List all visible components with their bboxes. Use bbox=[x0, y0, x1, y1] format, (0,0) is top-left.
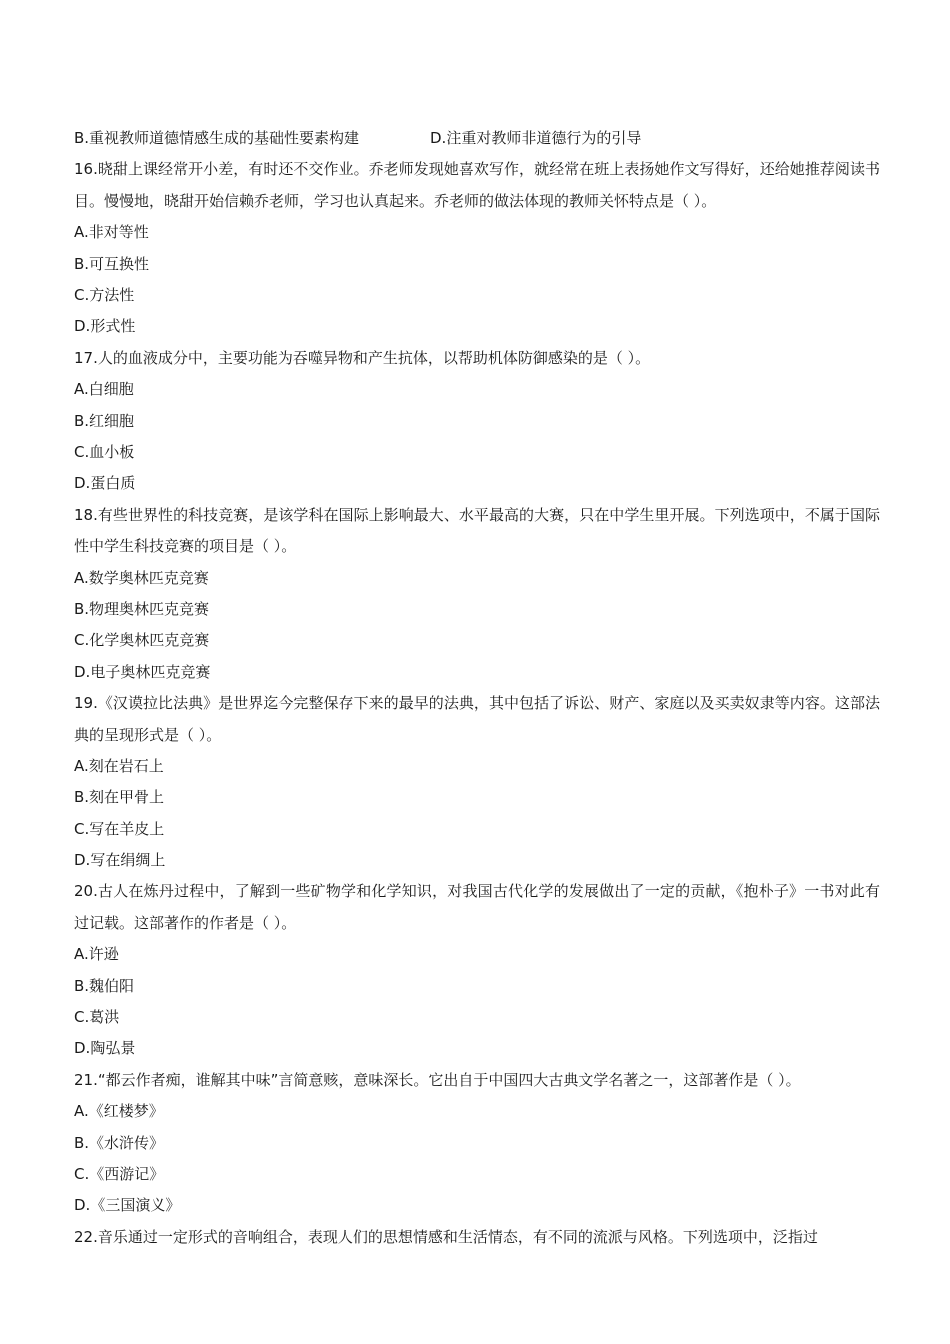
question-16-stem: 16.晓甜上课经常开小差，有时还不交作业。乔老师发现她喜欢写作，就经常在班上表扬她作文写得好，还给她推荐阅读书目。慢慢地，晓甜开始信赖乔老师，学习也认真起来。乔老师的做法体现的教师关怀特点是（ ）。 bbox=[74, 160, 880, 210]
question-18-option-a: A.数学奥林匹克竞赛 bbox=[74, 568, 209, 587]
question-19-option-b: B.刻在甲骨上 bbox=[74, 788, 165, 807]
question-16-option-b: B.可互换性 bbox=[74, 254, 150, 273]
question-20-stem: 20.古人在炼丹过程中，了解到一些矿物学和化学知识，对我国古代化学的发展做出了一定的贡献，《抱朴子》一书对此有过记载。这部著作的作者是（ ）。 bbox=[74, 882, 880, 932]
question-18-stem: 18.有些世界性的科技竞赛，是该学科在国际上影响最大、水平最高的大赛，只在中学生里开展。下列选项中，不属于国际性中学生科技竞赛的项目是（ ）。 bbox=[74, 505, 880, 556]
question-18-option-d: D.电子奥林匹克竞赛 bbox=[74, 662, 211, 681]
question-22-stem: 22.音乐通过一定形式的音响组合，表现人们的思想情感和生活情态，有不同的流派与风格。下列选项中，泛指过 bbox=[74, 1227, 818, 1246]
option-b: B.重视教师道德情感生成的基础性要素构建 bbox=[74, 129, 360, 147]
question-21-option-c: C.《西游记》 bbox=[74, 1165, 165, 1184]
question-21-stem: 21.“都云作者痴，谁解其中味”言简意赅，意味深长。它出自于中国四大古典文学名著之一，这部著作是（ ）。 bbox=[74, 1070, 801, 1089]
option-d: D.注重对教师非道德行为的引导 bbox=[430, 129, 642, 147]
question-19-option-c: C.写在羊皮上 bbox=[74, 819, 165, 838]
question-19-option-a: A.刻在岩石上 bbox=[74, 756, 164, 775]
question-16-option-c: C.方法性 bbox=[74, 285, 135, 304]
question-21-option-a: A.《红楼梦》 bbox=[74, 1102, 164, 1121]
question-20-option-c: C.葛洪 bbox=[74, 1008, 120, 1027]
question-17-option-b: B.红细胞 bbox=[74, 411, 135, 430]
question-19-option-d: D.写在绢绸上 bbox=[74, 851, 166, 870]
question-16-option-a: A.非对等性 bbox=[74, 223, 149, 242]
question-21-option-d: D.《三国演义》 bbox=[74, 1196, 181, 1215]
question-20-option-d: D.陶弘景 bbox=[74, 1039, 136, 1058]
question-18-option-b: B.物理奥林匹克竞赛 bbox=[74, 599, 210, 618]
question-17-option-a: A.白细胞 bbox=[74, 380, 134, 399]
prev-question-options bbox=[74, 123, 880, 154]
question-17-stem: 17.人的血液成分中，主要功能为吞噬异物和产生抗体，以帮助机体防御感染的是（ ）。 bbox=[74, 348, 651, 367]
question-17-option-c: C.血小板 bbox=[74, 442, 135, 461]
document-page bbox=[74, 123, 880, 1253]
question-20-option-b: B.魏伯阳 bbox=[74, 976, 135, 995]
question-18-option-c: C.化学奥林匹克竞赛 bbox=[74, 631, 210, 650]
question-20-option-a: A.许逊 bbox=[74, 945, 119, 964]
question-19-stem: 19.《汉谟拉比法典》是世界迄今完整保存下来的最早的法典，其中包括了诉讼、财产、家庭以及买卖奴隶等内容。这部法典的呈现形式是（ ）。 bbox=[74, 694, 880, 744]
question-17-option-d: D.蛋白质 bbox=[74, 474, 136, 493]
question-21-option-b: B.《水浒传》 bbox=[74, 1133, 165, 1152]
question-16-option-d: D.形式性 bbox=[74, 317, 136, 336]
